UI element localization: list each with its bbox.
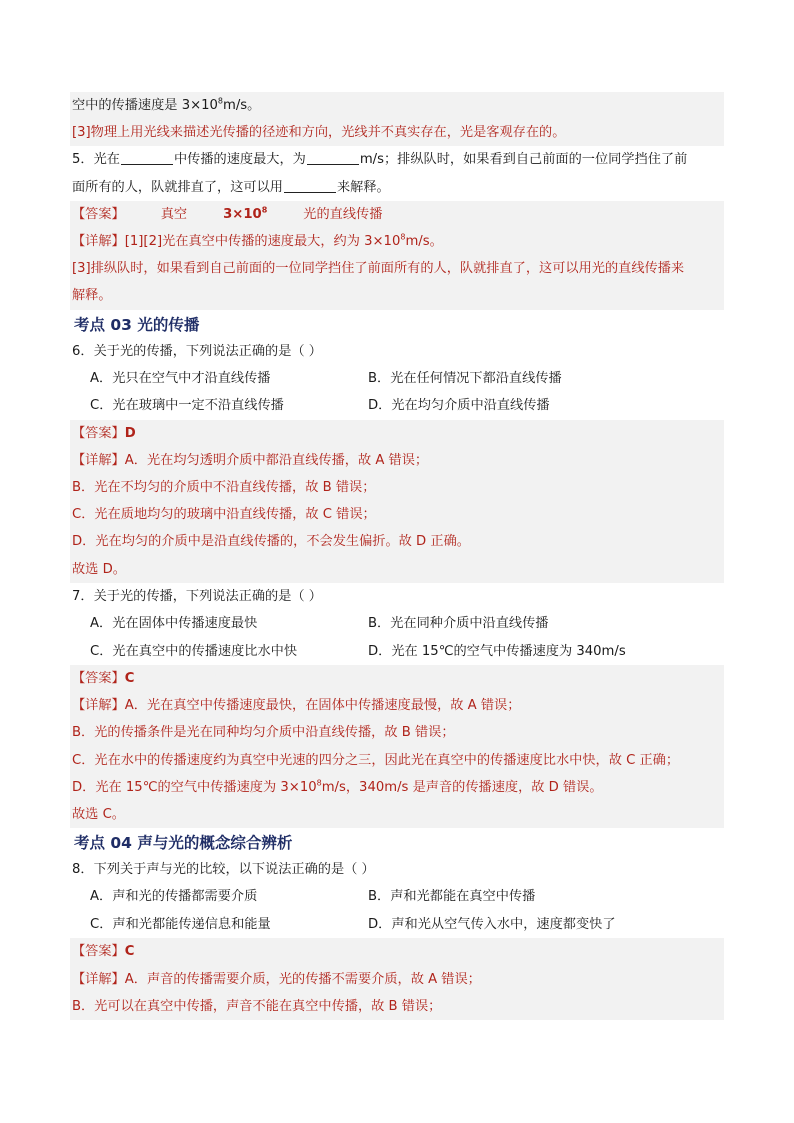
q7-options-row-2 <box>70 638 724 666</box>
document-page <box>70 92 724 1020</box>
q5-detail-1: 【详解】[1][2]光在真空中传播的速度最大，约为 $3\times 10^8m/s$。 <box>70 228 724 255</box>
q5-detail-2: [3]排纵队时，如果看到自己前面的一位同学挡住了前面所有的人，队就排直了，这可以用光的直线传播来 <box>70 255 724 282</box>
q8-detail-2: B．光可以在真空中传播，声音不能在真空中传播，故 B 错误； <box>70 993 724 1020</box>
q7-detail-3: C．光在水中的传播速度约为真空中光速的四分之三，因此光在真空中的传播速度比水中快，故 C 正确； <box>70 747 724 774</box>
q7-detail-4: D．光在 15℃的空气中传播速度为 $3\times 10^8m/s$，340m/s 是声音的传播速度，故 D 错误。 <box>70 774 724 801</box>
q5-stem-line-1: 5．光在 中传播的速度最大，为 m/s；排纵队时，如果看到自己前面的一位同学挡住了前 <box>72 152 688 168</box>
q8-stem: 8．下列关于声与光的比较，以下说法正确的是（ ） <box>72 862 375 878</box>
q7-option-d: D．光在 15℃的空气中传播速度为 340m/s <box>368 643 626 659</box>
q5-detail-3: 解释。 <box>70 282 724 309</box>
q6-detail-4: D．光在均匀的介质中是沿直线传播的，不会发生偏折。故 D 正确。 <box>70 528 724 555</box>
q7-detail-2: B．光的传播条件是光在同种均匀介质中沿直线传播，故 B 错误； <box>70 719 724 746</box>
q6-options-row-1 <box>70 365 724 393</box>
fill-blank <box>307 150 359 165</box>
q6-option-d: D．光在均匀介质中沿直线传播 <box>368 398 550 414</box>
q7-option-b: B．光在同种介质中沿直线传播 <box>368 616 549 631</box>
q8-option-c: C．声和光都能传递信息和能量 <box>90 916 271 932</box>
q5-answer: 【答案】 真空 $3\times 10^8$ 光的直线传播 <box>70 201 724 228</box>
q7-option-a: A．光在固体中传播速度最快 <box>90 616 258 631</box>
q8-option-b: B．声和光都能在真空中传播 <box>368 889 536 905</box>
q6-detail-5: 故选 D。 <box>70 556 724 583</box>
q6-detail-1: 【详解】A．光在均匀透明介质中都沿直线传播，故 A 错误； <box>70 447 724 474</box>
q8-answer: 【答案】C <box>70 938 724 965</box>
q8-detail-1: 【详解】A．声音的传播需要介质，光的传播不需要介质，故 A 错误； <box>70 966 724 993</box>
q7-option-c: C．光在真空中的传播速度比水中快 <box>90 643 298 659</box>
q8-option-a: A．声和光的传播都需要介质 <box>90 889 258 905</box>
q7-answer: 【答案】C <box>70 665 724 692</box>
section-heading-03: 考点 03 光的传播 <box>74 315 200 334</box>
q5-stem-line-2: 面所有的人，队就排直了，这可以用 来解释。 <box>72 179 390 195</box>
fill-blank <box>121 150 173 165</box>
q6-stem: 6．关于光的传播，下列说法正确的是（ ） <box>72 343 322 359</box>
q7-stem: 7．关于光的传播，下列说法正确的是（ ） <box>72 588 322 604</box>
q6-answer: 【答案】D <box>70 420 724 447</box>
q8-options-row-2 <box>70 911 724 939</box>
q6-option-c: C．光在玻璃中一定不沿直线传播 <box>90 398 284 414</box>
q8-option-d: D．声和光从空气传入水中，速度都变快了 <box>368 916 616 932</box>
q6-detail-2: B．光在不均匀的介质中不沿直线传播，故 B 错误； <box>70 474 724 501</box>
q6-option-b: B．光在任何情况下都沿直线传播 <box>368 370 562 386</box>
q7-detail-5: 故选 C。 <box>70 801 724 828</box>
q6-detail-3: C．光在质地均匀的玻璃中沿直线传播，故 C 错误； <box>70 501 724 528</box>
q7-options-row-1 <box>70 610 724 638</box>
continued-explanation-line-1: 空中的传播速度是 $3\times 10^8m/s$。 <box>70 92 724 119</box>
fill-blank <box>284 178 336 193</box>
continued-explanation-line-2: [3]物理上用光线来描述光传播的径迹和方向，光线并不真实存在，光是客观存在的。 <box>70 119 724 146</box>
q6-options-row-2 <box>70 392 724 420</box>
section-heading-04: 考点 04 声与光的概念综合辨析 <box>74 834 293 853</box>
q7-detail-1: 【详解】A．光在真空中传播速度最快，在固体中传播速度最慢，故 A 错误； <box>70 692 724 719</box>
q8-options-row-1 <box>70 883 724 911</box>
q6-option-a: A．光只在空气中才沿直线传播 <box>90 370 271 386</box>
